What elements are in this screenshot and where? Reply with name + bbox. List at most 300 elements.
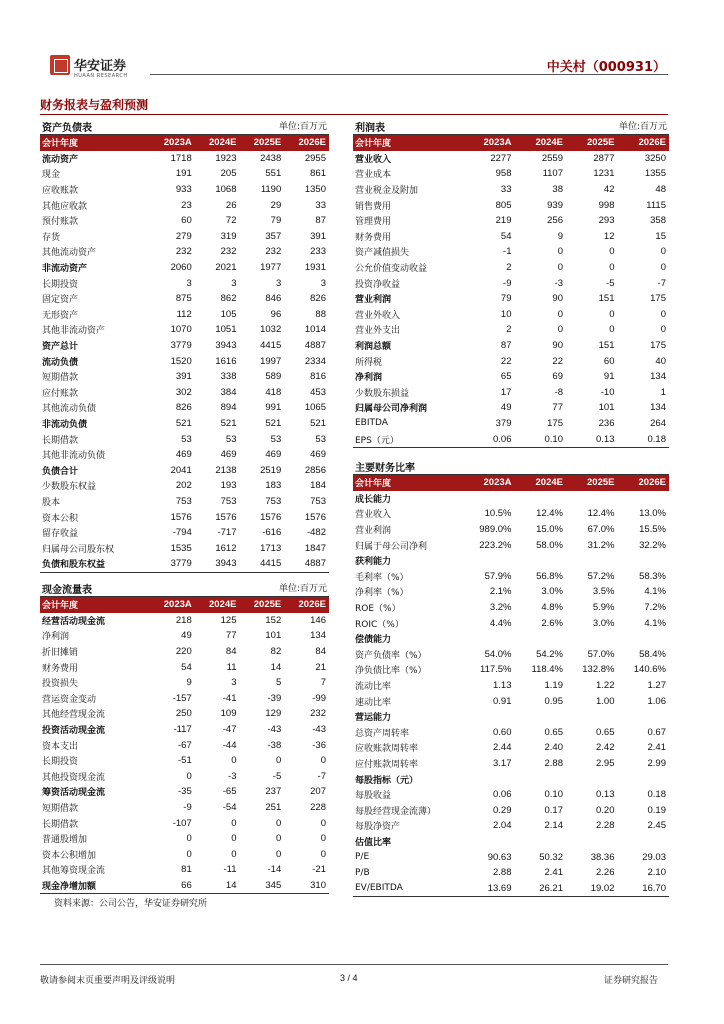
row-value: 379	[495, 417, 512, 429]
row-value: 49	[500, 402, 512, 414]
table-row	[353, 244, 669, 260]
table-row	[353, 260, 669, 276]
row-value: 384	[220, 386, 237, 398]
row-label: 长期投资	[42, 757, 79, 768]
seal-icon	[50, 55, 70, 75]
row-value: 88	[315, 308, 326, 320]
row-value: 183	[265, 480, 282, 492]
row-value: 3	[186, 277, 192, 289]
row-value: -482	[306, 527, 326, 539]
row-value: 109	[220, 708, 237, 720]
table-row	[353, 369, 669, 385]
row-value: 1535	[170, 542, 192, 554]
table-row	[353, 553, 669, 569]
table-row	[353, 506, 669, 522]
table-row	[40, 416, 329, 432]
row-value: 293	[598, 215, 615, 227]
row-value: 0.67	[647, 726, 666, 738]
row-value: -21	[312, 864, 326, 876]
row-value: 54.2%	[536, 648, 563, 660]
row-value: -9	[183, 802, 192, 814]
row-value: 2	[506, 324, 512, 336]
row-value: 1.06	[647, 695, 666, 707]
row-value: -51	[178, 755, 192, 767]
table-header-row	[353, 135, 669, 151]
row-value: 310	[310, 879, 326, 891]
row-value: 54	[181, 661, 192, 673]
row-value: 1	[660, 386, 666, 398]
table-bottom-rule	[40, 893, 329, 894]
row-value: 84	[225, 646, 237, 658]
footer-divider	[40, 964, 668, 965]
row-value: 7	[320, 677, 326, 689]
row-value: 0	[186, 848, 192, 860]
table-row	[40, 494, 329, 510]
row-label: 投资活动现金流	[42, 726, 106, 737]
row-value: -14	[267, 864, 282, 876]
row-value: 77	[552, 402, 563, 414]
table-header-row	[40, 135, 329, 151]
row-value: 58.3%	[639, 570, 666, 582]
row-value: 0.65	[596, 726, 615, 738]
row-label: 资本公积	[42, 513, 79, 524]
row-value: 38	[552, 184, 563, 196]
row-label: 归属母公司净利润	[355, 404, 428, 415]
row-label: 资本支出	[42, 741, 79, 752]
table-row	[40, 197, 329, 213]
row-value: 805	[495, 199, 512, 211]
row-value: 1923	[215, 152, 237, 164]
row-value: 0	[231, 833, 237, 845]
table-row	[40, 862, 329, 878]
row-value: 521	[265, 417, 282, 429]
row-value: 251	[265, 802, 282, 814]
row-label: 无形资产	[42, 310, 79, 321]
row-value: 753	[220, 495, 237, 507]
source-note: 资料来源：公司公告，华安证券研究所	[54, 899, 208, 909]
header-year: 2023A	[483, 137, 512, 149]
row-value: 175	[547, 417, 563, 429]
table-row	[353, 802, 669, 818]
row-value: 69	[552, 371, 563, 383]
row-value: 2060	[170, 262, 192, 274]
row-value: 319	[220, 230, 237, 242]
row-value: -717	[217, 527, 237, 539]
row-value: 753	[175, 495, 192, 507]
table-row	[40, 613, 329, 629]
table-row	[40, 769, 329, 785]
row-value: 12.4%	[587, 508, 615, 520]
row-value: -3	[228, 770, 237, 782]
table-row	[353, 197, 669, 213]
row-value: 1616	[215, 355, 237, 367]
row-value: 2.6%	[541, 617, 563, 629]
table-row	[40, 385, 329, 401]
row-value: 0.95	[544, 695, 563, 707]
row-value: 84	[315, 646, 326, 658]
row-value: 2334	[304, 355, 326, 367]
row-label: 利润总额	[355, 342, 392, 353]
table-row	[40, 659, 329, 675]
table-row	[353, 322, 669, 338]
row-label: 少数股东权益	[42, 482, 97, 493]
row-value: 2.42	[596, 742, 615, 754]
row-value: 2.88	[544, 757, 563, 769]
row-value: -117	[173, 724, 192, 736]
row-value: 894	[220, 402, 237, 414]
row-value: 0	[557, 262, 563, 274]
row-value: 118.4%	[531, 664, 563, 676]
table-bottom-rule	[40, 572, 329, 573]
row-label: EPS（元）	[355, 435, 399, 446]
table-row	[40, 831, 329, 847]
row-value: 205	[220, 168, 237, 180]
row-label: 营业外支出	[355, 326, 401, 337]
table-row	[353, 662, 669, 678]
row-value: -616	[262, 527, 282, 539]
row-value: 4.4%	[489, 617, 512, 629]
table-row	[40, 229, 329, 245]
row-label: 长期借款	[42, 435, 79, 446]
row-value: 87	[500, 340, 512, 352]
row-value: 875	[175, 293, 192, 305]
table-row	[353, 353, 669, 369]
row-value: 140.6%	[633, 664, 666, 676]
row-value: 15.5%	[639, 524, 666, 536]
row-value: 264	[650, 417, 666, 429]
row-value: 193	[220, 480, 237, 492]
row-label: 营业利润	[355, 526, 392, 537]
row-value: 1355	[644, 168, 666, 180]
table-row	[353, 771, 669, 787]
row-value: 5.9%	[592, 602, 615, 614]
table-row	[40, 753, 329, 769]
row-value: -38	[267, 739, 282, 751]
row-value: 0.10	[544, 433, 563, 445]
row-value: 184	[310, 480, 326, 492]
row-label: 营业税金及附加	[355, 186, 419, 197]
row-value: 0.17	[544, 804, 563, 816]
row-label: ROE（%）	[355, 604, 401, 615]
row-value: 0	[660, 308, 666, 320]
table-title: 主要财务比率	[355, 463, 415, 474]
row-value: 1190	[260, 184, 282, 196]
row-value: -47	[222, 724, 237, 736]
row-value: 1.19	[544, 680, 563, 692]
row-value: 1014	[304, 324, 326, 336]
row-label: 速动比率	[355, 697, 392, 708]
header-label: 会计年度	[355, 479, 392, 490]
row-value: 0.18	[647, 789, 666, 801]
row-label: 每股收益	[355, 791, 392, 802]
table-row	[353, 756, 669, 772]
table-row	[40, 644, 329, 660]
row-label: 净利润	[355, 373, 383, 384]
row-value: 2.41	[647, 742, 666, 754]
ratios-table	[353, 458, 669, 897]
row-value: 358	[650, 215, 666, 227]
row-value: 469	[310, 449, 326, 461]
row-value: 232	[310, 708, 326, 720]
row-label: 归属于母公司净利	[355, 541, 428, 552]
row-value: 2.14	[544, 820, 563, 832]
row-value: 3.17	[493, 757, 512, 769]
row-label: 其他应收款	[42, 201, 88, 212]
row-value: 218	[175, 614, 192, 626]
row-label: 其他流动资产	[42, 248, 97, 259]
table-row	[353, 537, 669, 553]
table-row	[353, 522, 669, 538]
cash-flow-table	[40, 580, 329, 894]
row-value: 21	[315, 661, 326, 673]
row-value: 418	[265, 386, 282, 398]
row-label: 营运能力	[355, 713, 392, 724]
row-value: 1718	[170, 152, 192, 164]
row-value: 2.04	[493, 820, 512, 832]
table-row	[40, 509, 329, 525]
row-value: 3943	[215, 558, 237, 570]
row-value: 219	[495, 215, 512, 227]
row-value: 1612	[215, 542, 237, 554]
row-label: 固定资产	[42, 295, 79, 306]
row-value: 31.2%	[587, 539, 615, 551]
row-value: 2277	[490, 152, 512, 164]
row-value: -5	[272, 770, 282, 782]
row-value: 391	[310, 230, 326, 242]
row-value: 0	[231, 755, 237, 767]
row-value: 11	[226, 661, 237, 673]
row-value: 991	[265, 402, 282, 414]
row-value: 4415	[260, 340, 282, 352]
row-value: -9	[503, 277, 512, 289]
row-value: 989.0%	[479, 524, 512, 536]
row-label: 筹资活动现金流	[42, 788, 106, 799]
table-row	[40, 338, 329, 354]
row-value: 4.1%	[644, 617, 666, 629]
row-value: 1065	[304, 402, 326, 414]
table-row	[40, 400, 329, 416]
table-row	[40, 182, 329, 198]
row-value: 220	[175, 646, 192, 658]
row-label: 流动负债	[42, 357, 79, 368]
row-value: 0	[275, 848, 282, 860]
row-value: 0	[609, 262, 615, 274]
row-value: 0	[609, 308, 615, 320]
table-row	[353, 338, 669, 354]
row-value: 1350	[304, 184, 326, 196]
table-row	[40, 478, 329, 494]
row-value: 1576	[215, 511, 237, 523]
row-label: 毛利率（%）	[355, 572, 409, 583]
table-row	[40, 691, 329, 707]
row-value: 0.10	[544, 789, 563, 801]
row-value: 1713	[260, 542, 282, 554]
table-row	[353, 584, 669, 600]
row-value: 1576	[260, 511, 282, 523]
row-label: 其他筹资现金流	[42, 866, 106, 877]
header-label: 会计年度	[42, 601, 79, 612]
row-value: 14	[225, 879, 237, 891]
row-label: 预付账款	[42, 217, 79, 228]
row-label: EV/EBITDA	[355, 883, 403, 894]
row-value: 3	[275, 277, 282, 289]
row-label: 投资损失	[42, 679, 79, 690]
row-value: 191	[175, 168, 192, 180]
row-value: -3	[554, 277, 563, 289]
row-label: 负债合计	[42, 466, 79, 477]
row-value: 0	[320, 833, 326, 845]
row-value: -44	[222, 739, 237, 751]
row-value: 0.19	[647, 804, 666, 816]
header-year: 2023A	[483, 477, 512, 489]
table-row	[40, 737, 329, 753]
row-value: -99	[312, 692, 326, 704]
table-row	[40, 307, 329, 323]
row-label: 其他非流动资产	[42, 326, 106, 337]
row-value: 2.1%	[489, 586, 512, 598]
row-value: 345	[265, 879, 282, 891]
row-value: 4.8%	[541, 602, 563, 614]
row-value: 57.9%	[484, 570, 512, 582]
row-value: 53	[225, 433, 237, 445]
row-value: 2559	[541, 152, 563, 164]
row-value: 0	[660, 246, 666, 258]
row-value: 202	[175, 480, 192, 492]
table-unit: 单位:百万元	[618, 122, 667, 132]
table-row	[40, 462, 329, 478]
row-value: 958	[495, 168, 512, 180]
row-value: 1576	[304, 511, 326, 523]
row-value: 753	[265, 495, 282, 507]
row-value: 232	[220, 246, 237, 258]
row-value: 2.88	[493, 867, 512, 879]
row-label: 流动资产	[42, 154, 79, 165]
row-label: 投资净收益	[355, 279, 401, 290]
row-value: 22	[500, 355, 512, 367]
table-row	[40, 260, 329, 276]
row-label: 资本公积增加	[42, 850, 97, 861]
row-value: 3779	[170, 340, 192, 352]
row-label: 营业收入	[355, 154, 392, 165]
row-value: 1032	[260, 324, 282, 336]
row-value: 0	[609, 324, 615, 336]
row-label: 所得税	[355, 357, 383, 368]
header-year: 2026E	[298, 137, 326, 149]
header-divider	[150, 74, 668, 75]
row-value: 7.2%	[644, 602, 666, 614]
row-value: -41	[222, 692, 237, 704]
table-row	[353, 615, 669, 631]
row-value: 236	[598, 417, 615, 429]
row-value: 207	[310, 786, 326, 798]
row-value: 3.5%	[592, 586, 615, 598]
row-value: 10.5%	[484, 508, 512, 520]
row-value: 1107	[542, 168, 563, 180]
row-label: 存货	[42, 232, 61, 243]
row-value: 0	[275, 755, 282, 767]
row-value: 42	[603, 184, 615, 196]
table-row	[353, 182, 669, 198]
row-label: ROIC（%）	[355, 619, 404, 630]
company-logo	[50, 55, 150, 85]
header-year: 2023A	[163, 137, 192, 149]
row-value: 38.36	[590, 851, 615, 863]
row-value: 134	[310, 630, 326, 642]
row-value: 939	[547, 199, 563, 211]
row-value: 2.45	[647, 820, 666, 832]
row-label: 经营活动现金流	[42, 616, 106, 627]
row-value: 4415	[260, 558, 282, 570]
table-row	[353, 431, 669, 447]
row-value: 13.69	[487, 882, 512, 894]
row-value: 233	[310, 246, 326, 258]
row-value: 90	[552, 293, 563, 305]
row-value: 256	[547, 215, 563, 227]
row-value: 0	[275, 833, 282, 845]
row-label: 其他流动负债	[42, 404, 97, 415]
row-label: 公允价值变动收益	[355, 264, 428, 275]
row-value: 933	[175, 184, 192, 196]
table-row	[353, 569, 669, 585]
row-value: 2	[506, 262, 512, 274]
row-value: 65	[500, 371, 512, 383]
row-value: -157	[172, 692, 192, 704]
row-label: 成长能力	[355, 494, 392, 505]
section-title: 财务报表与盈利预测	[40, 98, 149, 112]
row-label: 短期借款	[42, 804, 79, 815]
row-label: 资产总计	[42, 342, 79, 353]
row-value: 3.0%	[541, 586, 563, 598]
table-row	[353, 166, 669, 182]
row-value: 56.8%	[536, 570, 563, 582]
table-row	[353, 834, 669, 850]
row-value: -67	[178, 739, 192, 751]
row-value: 53	[315, 433, 326, 445]
row-value: 0	[660, 262, 666, 274]
row-value: 0.91	[493, 695, 512, 707]
income-statement-table	[353, 118, 669, 448]
table-unit: 单位:百万元	[278, 584, 327, 594]
row-value: 2.10	[647, 867, 666, 879]
row-value: 1977	[260, 262, 282, 274]
table-row	[353, 693, 669, 709]
row-value: 54	[500, 230, 512, 242]
row-value: 15	[655, 230, 666, 242]
row-label: 估值比率	[355, 837, 392, 848]
row-value: 15.0%	[536, 524, 563, 536]
row-value: 1.13	[493, 680, 512, 692]
row-value: 1576	[170, 511, 192, 523]
row-value: -54	[222, 802, 237, 814]
row-value: 2138	[215, 464, 237, 476]
table-row	[40, 847, 329, 863]
row-value: 77	[225, 630, 237, 642]
row-label: P/E	[355, 852, 370, 863]
row-value: 134	[650, 371, 666, 383]
row-value: 90.63	[487, 851, 512, 863]
row-value: 2.99	[647, 757, 666, 769]
row-value: 112	[176, 308, 192, 320]
row-value: 13.0%	[639, 508, 666, 520]
row-label: 营业外收入	[355, 310, 401, 321]
row-value: 101	[265, 630, 282, 642]
row-value: 816	[310, 371, 326, 383]
row-value: 1.22	[596, 680, 615, 692]
balance-sheet-table	[40, 118, 329, 573]
row-label: 非流动资产	[42, 264, 88, 275]
row-label: 应付账款	[42, 388, 79, 399]
row-value: 861	[310, 168, 326, 180]
